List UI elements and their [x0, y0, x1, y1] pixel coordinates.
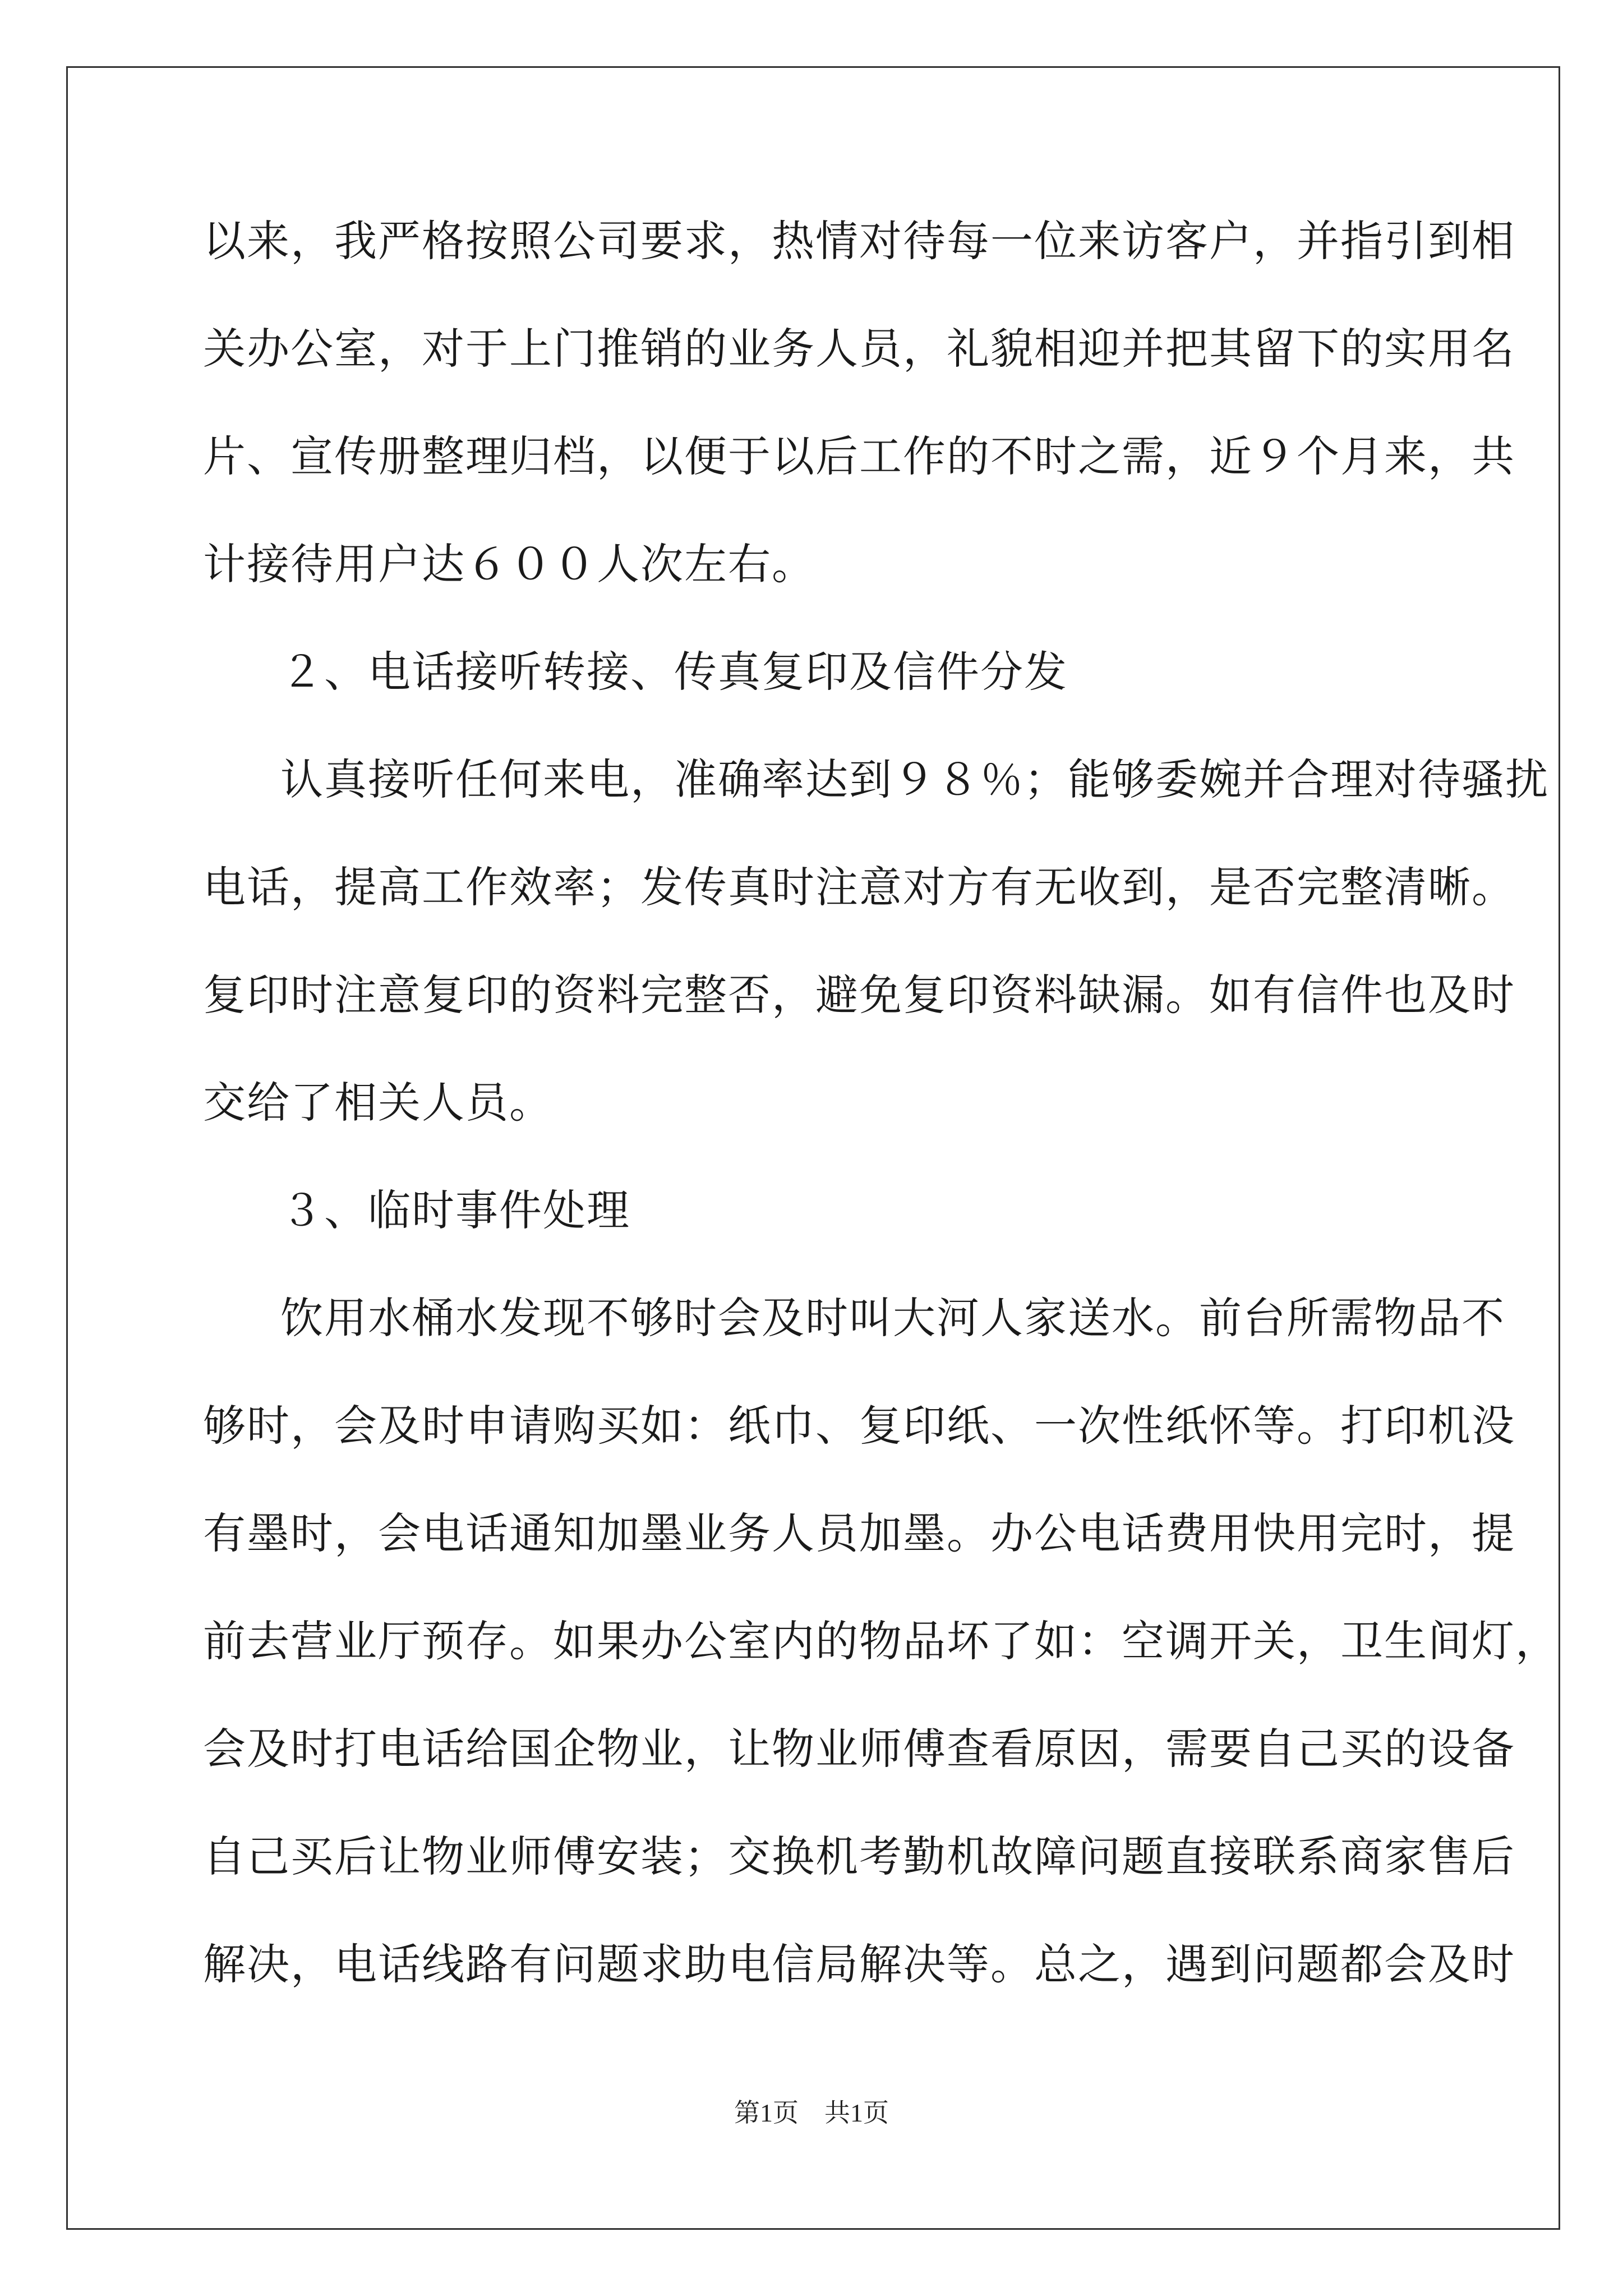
section-heading: ２、电话接听转接、传真复印及信件分发	[280, 647, 1068, 697]
text-line: 有墨时，会电话通知加墨业务人员加墨。办公电话费用快用完时，提	[203, 1508, 1515, 1558]
page-number-footer: 第1页 共1页	[734, 2099, 889, 2127]
text-line: 会及时打电话给国企物业，让物业师傅查看原因，需要自己买的设备	[203, 1724, 1515, 1774]
text-line: 够时，会及时申请购买如：纸巾、复印纸、一次性纸怀等。打印机没	[203, 1401, 1515, 1451]
text-line: 解决，电话线路有问题求助电信局解决等。总之，遇到问题都会及时	[203, 1939, 1515, 1989]
text-line: 交给了相关人员。	[203, 1078, 553, 1128]
section-heading: ３、临时事件处理	[280, 1185, 630, 1235]
paragraph-start: 饮用水桶水发现不够时会及时叫大河人家送水。前台所需物品不	[280, 1293, 1505, 1343]
text-line: 关办公室，对于上门推销的业务人员，礼貌相迎并把其留下的实用名	[203, 324, 1515, 374]
text-line: 前去营业厅预存。如果办公室内的物品坏了如：空调开关，卫生间灯，	[203, 1616, 1559, 1666]
paragraph-start: 认真接听任何来电，准确率达到９８％；能够委婉并合理对待骚扰	[280, 754, 1549, 804]
text-line: 复印时注意复印的资料完整否，避免复印资料缺漏。如有信件也及时	[203, 970, 1515, 1020]
text-line: 电话，提高工作效率；发传真时注意对方有无收到，是否完整清晰。	[203, 862, 1515, 912]
text-line: 以来，我严格按照公司要求，热情对待每一位来访客户，并指引到相	[203, 216, 1515, 266]
text-line: 计接待用户达６００人次左右。	[203, 539, 815, 589]
text-line: 自己买后让物业师傅安装；交换机考勤机故障问题直接联系商家售后	[203, 1832, 1515, 1881]
page-border	[66, 66, 1560, 2230]
text-line: 片、宣传册整理归档，以便于以后工作的不时之需，近９个月来，共	[203, 431, 1515, 481]
